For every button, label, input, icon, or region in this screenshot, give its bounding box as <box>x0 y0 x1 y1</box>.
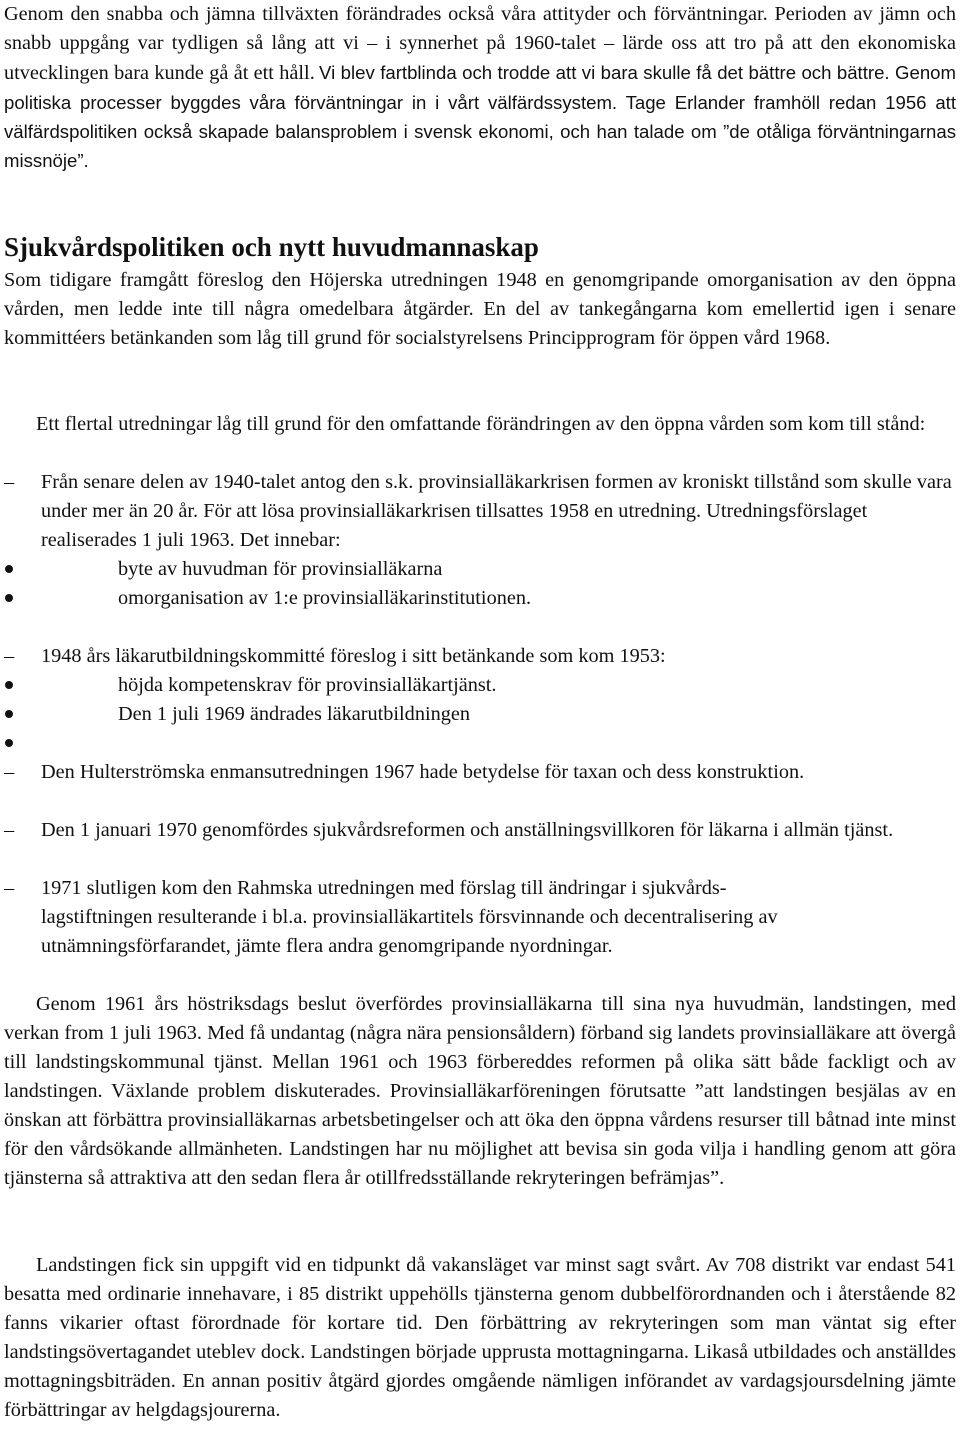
list-item-text-line1: 1971 slutligen kom den Rahmska utredningen med förslag till ändringar i sjukvårds- <box>41 877 727 899</box>
list-item-text: 1948 års läkarutbildningskommitté föreslog i sitt betänkande som kom 1953: <box>41 645 666 667</box>
intro-paragraph <box>4 0 956 175</box>
bullet-icon <box>5 681 13 689</box>
list-item <box>4 758 956 816</box>
dash-marker: – <box>4 819 15 841</box>
bullet-icon <box>5 739 13 747</box>
intro-sans-text: Vi blev fartblinda och trodde att vi bara skulle få det bättre och bättre. Genom politiska processer byggdes våra förväntningar in i vårt välfärdssystem. Tage Erlander framhöll redan 1956 att välfärdspolitiken också skapade balansproblem i svensk ekonomi, och han talade om ”de otåliga förväntningarnas missnöje”. <box>4 62 956 171</box>
bullet-item <box>4 671 956 700</box>
list-item <box>4 642 956 671</box>
dash-marker: – <box>4 761 15 783</box>
bullet-icon <box>5 594 13 602</box>
list-item-text-rest: lagstiftningen resulterande i bl.a. provinsialläkartitels försvinnande och decentralisering av utnämningsförfarandet, jämte flera andra genomgripande nyordningar. <box>41 906 778 957</box>
bullet-item-text: byte av huvudman för provinsialläkarna <box>118 558 443 580</box>
list-item-text: Den 1 januari 1970 genomfördes sjukvårdsreformen och anställningsvillkoren för läkarna i allmän tjänst. <box>41 819 894 841</box>
list-item <box>4 874 956 961</box>
list-item <box>4 816 956 874</box>
bullet-item-text: omorganisation av 1:e provinsialläkarinstitutionen. <box>118 587 532 609</box>
intro-serif-text: Genom den snabba och jämna tillväxten förändrades också våra attityder och förväntningar. Perioden av jämn och snabb uppgång var tydligen så lång att vi – i synnerhet på 1960-talet – lärde oss att tro på att den ekonomiska utvecklingen bara kunde gå åt ett håll. <box>4 3 956 84</box>
bullet-item <box>4 584 956 613</box>
paragraph-utredningar-text: Ett flertal utredningar låg till grund för den omfattande förändringen av den öppna vården som kom till stånd: <box>36 413 926 435</box>
list-item-text: Den Hulterströmska enmansutredningen 1967 hade betydelse för taxan och dess konstruktion. <box>41 761 805 783</box>
section-heading: Sjukvårdspolitiken och nytt huvudmannaskap <box>4 232 539 262</box>
paragraph-landstingen-text: Landstingen fick sin uppgift vid en tidpunkt då vakansläget var minst sagt svårt. Av 708 distrikt var endast 541 besatta med ordinarie innehavare, i 85 distrikt uppehölls tjänsterna genom dubbelförordnanden och i återstående 82 fanns vikarier oftast förordnade för kortare tid. Den förbättring av rekryteringen som man väntat sig efter landstingsövertagandet uteblev dock. Landstingen började upprusta mottagningarna. Likaså utbildades och anställdes mottagningsbiträden. En annan positiv åtgärd gjordes omgående nämligen införandet av vardagsjoursdelning jämte förbättringar av helgdagsjourerna. <box>4 1254 956 1421</box>
bullet-item-text: Den 1 juli 1969 ändrades läkarutbildningen <box>118 703 471 725</box>
bullet-item <box>4 700 956 729</box>
paragraph-hostriksdag <box>4 990 956 1193</box>
paragraph-hostriksdag-text: Genom 1961 års höstriksdags beslut överfördes provinsialläkarna till sina nya huvudmän, landstingen, med verkan from 1 juli 1963. Med få undantag (några nära pensionsåldern) förband sig landets provinsialläkare att övergå till landstingskommunal tjänst. Mellan 1961 och 1963 förbereddes reformen på olika sätt både fackligt och av landstingen. Växlande problem diskuterades. Provinsialläkarföreningen förutsatte ”att landstingen besjälas av en önskan att förbättra provinsialläkarnas arbetsbetingelser och att öka den öppna vårdens resurser till båtnad inte minst för den vårdsökande allmänheten. Landstingen har nu möjlighet att bevisa sin goda vilja i handling genom att göra tjänsterna så attraktiva att den sedan flera år otillfredsställande rekryteringen befrämjas”. <box>4 993 956 1189</box>
bullet-icon <box>5 710 13 718</box>
list-item-text <box>41 874 956 961</box>
paragraph-landstingen <box>4 1251 956 1425</box>
list-item <box>4 468 956 555</box>
dash-marker: – <box>4 877 15 899</box>
dash-marker: – <box>4 645 15 667</box>
paragraph-hojerska: Som tidigare framgått föreslog den Höjerska utredningen 1948 en genomgripande omorganisation av den öppna vården, men ledde inte till några omedelbara åtgärder. En del av tankegångarna kom emellertid igen i senare kommittéers betänkanden som låg till grund för socialstyrelsens Principprogram för öppen vård 1968. <box>4 269 956 349</box>
bullet-item-text: höjda kompetenskrav för provinsialläkartjänst. <box>118 674 497 696</box>
dash-marker: – <box>4 471 15 493</box>
paragraph-utredningar <box>4 410 956 439</box>
bullet-item-empty <box>4 729 956 758</box>
bullet-icon <box>5 565 13 573</box>
bullet-item <box>4 555 956 584</box>
list-item-text: Från senare delen av 1940-talet antog den s.k. provinsialläkarkrisen formen av kroniskt tillstånd som skulle vara under mer än 20 år. För att lösa provinsialläkarkrisen tillsattes 1958 en utredning. Utredningsförslaget realiserades 1 juli 1963. Det innebar: <box>41 471 952 551</box>
